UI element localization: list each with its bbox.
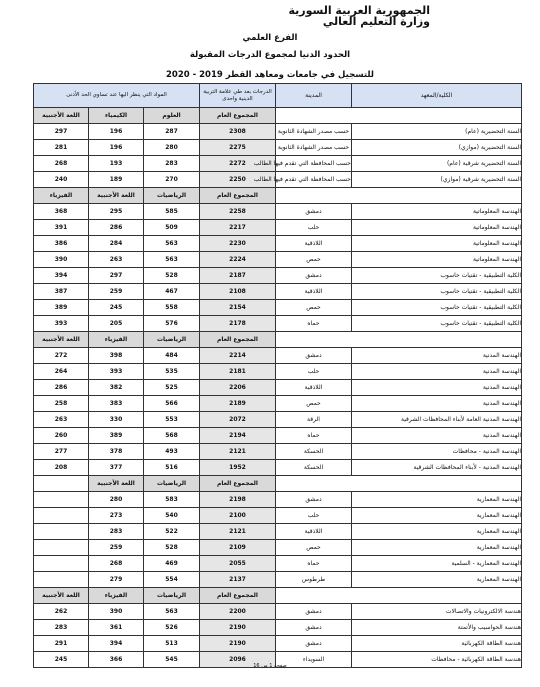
city-name: حسب مصدر الشهادة الثانوية [276,140,352,156]
total-score: 2154 [200,300,276,316]
institute-name: الهندسة المعمارية [352,492,522,508]
city-name: الحسكة [276,460,352,476]
table-row [34,524,522,540]
total-score: 2055 [200,556,276,572]
subheader-cell: العلوم [144,108,200,124]
table-row [34,428,522,444]
table-row [34,124,522,140]
total-score: 2072 [200,412,276,428]
city-name: دمشق [276,348,352,364]
city-name: الرقة [276,412,352,428]
total-score: 2194 [200,428,276,444]
institute-name: الهندسة المدنية العامة لأبناء المحافظات الشرقية [352,412,522,428]
subject-score-2: 205 [89,316,144,332]
institute-name: الهندسة المعلوماتية [352,204,522,220]
subject-score-2: 382 [89,380,144,396]
subheader-cell: اللغة الأجنبية [89,188,144,204]
total-score: 2108 [200,284,276,300]
institute-name: هندسة الحواسيب والأتمتة [352,620,522,636]
document-subtitle: الحدود الدنيا لمجموع الدرجات المقبولة [189,50,351,60]
subject-score-1: 528 [144,540,200,556]
table-row [34,204,522,220]
city-name: حماه [276,556,352,572]
table-row [34,220,522,236]
subject-score-1: 484 [144,348,200,364]
subject-score-1: 270 [144,172,200,188]
city-name: دمشق [276,604,352,620]
subject-score-1: 469 [144,556,200,572]
subject-score-3: 387 [34,284,89,300]
subject-score-1: 576 [144,316,200,332]
subject-score-3: 272 [34,348,89,364]
total-score: 2224 [200,252,276,268]
subject-score-2: 390 [89,604,144,620]
subject-score-2: 398 [89,348,144,364]
institute-name: الكلية التطبيقية - تقنيات حاسوب [352,316,522,332]
subheader-cell: الرياضيات [144,188,200,204]
institute-name: الهندسة المدنية [352,396,522,412]
subject-score-3: 208 [34,460,89,476]
subject-score-3: 297 [34,124,89,140]
city-name: الحسكة [276,444,352,460]
city-name: السويداء [276,652,352,668]
subheader-cell: اللغة الأجنبية [34,108,89,124]
institute-name: هندسة الالكترونيات والاتصالات [352,604,522,620]
total-score: 2272 [200,156,276,172]
city-name: اللاذقية [276,236,352,252]
subheader-cell: اللغة الأجنبية [34,588,89,604]
subject-score-1: 526 [144,620,200,636]
branch-title: الفرع العلمي [242,33,298,43]
subject-score-1: 566 [144,396,200,412]
institute-name: الهندسة المعمارية [352,540,522,556]
subject-score-1: 535 [144,364,200,380]
institute-name: الكلية التطبيقية - تقنيات حاسوب [352,268,522,284]
institute-name: الهندسة المدنية - لأبناء المحافظات الشرقية [352,460,522,476]
subject-score-3 [34,540,89,556]
table-row [34,620,522,636]
city-name: حسب مصدر الشهادة الثانوية [276,124,352,140]
table-row [34,300,522,316]
subject-score-1: 558 [144,300,200,316]
city-name: حلب [276,220,352,236]
total-score: 2190 [200,636,276,652]
table-row [34,604,522,620]
city-name: حمص [276,540,352,556]
institute-name: الهندسة المدنية - محافظات [352,444,522,460]
total-score: 2187 [200,268,276,284]
subject-score-3: 283 [34,620,89,636]
institute-name: الهندسة المعلوماتية [352,252,522,268]
subject-score-3: 393 [34,316,89,332]
subject-score-3: 263 [34,412,89,428]
subject-score-2: 268 [89,556,144,572]
republic-name: الجمهورية العربية السورية [288,4,430,17]
subheader-cell: المجموع العام [200,476,276,492]
subject-score-2: 383 [89,396,144,412]
subject-score-1: 563 [144,252,200,268]
subheader-blank [276,476,522,492]
institute-name: السنة التحضيرية (موازي) [352,140,522,156]
total-score: 2258 [200,204,276,220]
table-row [34,348,522,364]
subject-score-3: 281 [34,140,89,156]
table-row [34,412,522,428]
subject-score-3: 277 [34,444,89,460]
total-score: 2308 [200,124,276,140]
table-row [34,156,522,172]
city-name: اللاذقية [276,284,352,300]
section-subheader-row [34,332,522,348]
table-row [34,284,522,300]
city-name: دمشق [276,636,352,652]
subheader-blank [276,188,522,204]
city-name: حلب [276,364,352,380]
subject-score-1: 528 [144,268,200,284]
subject-score-3 [34,556,89,572]
total-score: 2190 [200,620,276,636]
subject-score-2: 245 [89,300,144,316]
section-subheader-row [34,188,522,204]
subject-score-1: 585 [144,204,200,220]
subject-score-3: 291 [34,636,89,652]
section-subheader-row [34,588,522,604]
column-header-row [34,84,522,108]
city-name: حمص [276,252,352,268]
section-subheader-row [34,476,522,492]
table-row [34,252,522,268]
table-row [34,380,522,396]
institute-name: السنة التحضيرية (عام) [352,124,522,140]
table-row [34,396,522,412]
subject-score-2: 196 [89,124,144,140]
city-name: دمشق [276,204,352,220]
subject-score-2: 295 [89,204,144,220]
subject-score-2: 366 [89,652,144,668]
subject-score-1: 568 [144,428,200,444]
col-total: الدرجات بعد طي علامة التربية الدينية واحدى [200,84,276,108]
subheader-cell: الفيزياء [34,188,89,204]
subject-score-1: 540 [144,508,200,524]
table-row [34,636,522,652]
subheader-cell: المجموع العام [200,188,276,204]
table-row [34,172,522,188]
institute-name: الهندسة المعلوماتية [352,220,522,236]
total-score: 2206 [200,380,276,396]
year-title: للتسجيل في جامعات ومعاهد القطر 2019 - 2020 [166,70,374,80]
subject-score-1: 522 [144,524,200,540]
table-row [34,540,522,556]
table-row [34,364,522,380]
subject-score-1: 563 [144,604,200,620]
subject-score-2: 393 [89,364,144,380]
total-score: 2250 [200,172,276,188]
section-subheader-row [34,108,522,124]
total-score: 2109 [200,540,276,556]
subject-score-1: 280 [144,140,200,156]
city-name: حمص [276,300,352,316]
total-score: 2217 [200,220,276,236]
subject-score-2: 297 [89,268,144,284]
subject-score-3: 258 [34,396,89,412]
total-score: 2096 [200,652,276,668]
subject-score-3 [34,508,89,524]
city-name: دمشق [276,492,352,508]
subheader-cell: المجموع العام [200,332,276,348]
subheader-cell: الرياضيات [144,332,200,348]
subject-score-1: 283 [144,156,200,172]
subject-score-1: 525 [144,380,200,396]
table-row [34,572,522,588]
table-row [34,556,522,572]
subject-score-2: 286 [89,220,144,236]
subheader-cell [34,476,89,492]
table-row [34,236,522,252]
subject-score-3: 368 [34,204,89,220]
total-score: 2121 [200,524,276,540]
city-name: اللاذقية [276,380,352,396]
subject-score-3: 390 [34,252,89,268]
table-row [34,268,522,284]
table-row [34,492,522,508]
subject-score-2: 273 [89,508,144,524]
institute-name: هندسة الطاقة الكهربائية - محافظات [352,652,522,668]
subject-score-2: 389 [89,428,144,444]
subject-score-2: 284 [89,236,144,252]
subject-score-2: 361 [89,620,144,636]
total-score: 1952 [200,460,276,476]
subheader-cell: المجموع العام [200,588,276,604]
subject-score-1: 287 [144,124,200,140]
total-score: 2214 [200,348,276,364]
total-score: 2230 [200,236,276,252]
subject-score-3: 264 [34,364,89,380]
subject-score-3 [34,572,89,588]
institute-name: الهندسة المعمارية - السلمية [352,556,522,572]
table-row [34,444,522,460]
total-score: 2181 [200,364,276,380]
institute-name: الهندسة المدنية [352,364,522,380]
city-name: حمص [276,396,352,412]
city-name: طرطوس [276,572,352,588]
subject-score-1: 493 [144,444,200,460]
city-name: اللاذقية [276,524,352,540]
subject-score-2: 189 [89,172,144,188]
subject-score-2: 283 [89,524,144,540]
city-name: حلب [276,508,352,524]
col-institute: الكلية/المعهد [352,84,522,108]
subject-score-2: 259 [89,284,144,300]
subheader-cell: الفيزياء [89,332,144,348]
total-score: 2100 [200,508,276,524]
city-name: حسب المحافظة التي تقدم فيها الطالب [276,156,352,172]
total-score: 2178 [200,316,276,332]
ministry-name: وزارة التعليم العالي [322,15,430,28]
subject-score-2: 377 [89,460,144,476]
institute-name: الهندسة المعلوماتية [352,236,522,252]
total-score: 2189 [200,396,276,412]
subject-score-1: 563 [144,236,200,252]
col-city: المدينة [276,84,352,108]
city-name: حماه [276,428,352,444]
subject-score-1: 545 [144,652,200,668]
subheader-cell: المجموع العام [200,108,276,124]
subheader-cell: الرياضيات [144,476,200,492]
subheader-cell: الكيمياء [89,108,144,124]
subheader-cell: اللغة الأجنبية [34,332,89,348]
subheader-blank [276,588,522,604]
city-name: حماه [276,316,352,332]
institute-name: الهندسة المدنية [352,380,522,396]
page-footer: صفحة 1 من 16 [253,663,287,669]
subject-score-3: 240 [34,172,89,188]
total-score: 2200 [200,604,276,620]
subject-score-3: 386 [34,236,89,252]
institute-name: الهندسة المعمارية [352,508,522,524]
subject-score-1: 583 [144,492,200,508]
subheader-blank [276,108,522,124]
subject-score-1: 513 [144,636,200,652]
subject-score-2: 280 [89,492,144,508]
subject-score-3 [34,492,89,508]
institute-name: السنة التحضيرية شرقية (عام) [352,156,522,172]
subheader-blank [276,332,522,348]
subject-score-1: 554 [144,572,200,588]
subject-score-1: 467 [144,284,200,300]
subject-score-2: 263 [89,252,144,268]
col-subjects: المواد التي ينظر اليها عند تساوي الحد الأدنى [34,84,200,108]
subject-score-3: 391 [34,220,89,236]
institute-name: الكلية التطبيقية - تقنيات حاسوب [352,300,522,316]
table-row [34,316,522,332]
subject-score-1: 516 [144,460,200,476]
subject-score-3: 260 [34,428,89,444]
subject-score-3: 394 [34,268,89,284]
admission-table [33,83,522,668]
subject-score-1: 553 [144,412,200,428]
subject-score-2: 330 [89,412,144,428]
subheader-cell: اللغة الأجنبية [89,476,144,492]
subject-score-3: 389 [34,300,89,316]
total-score: 2198 [200,492,276,508]
subject-score-2: 196 [89,140,144,156]
subject-score-3 [34,524,89,540]
city-name: دمشق [276,620,352,636]
subject-score-1: 509 [144,220,200,236]
total-score: 2137 [200,572,276,588]
subject-score-3: 268 [34,156,89,172]
subject-score-3: 262 [34,604,89,620]
institute-name: الهندسة المعمارية [352,572,522,588]
table-row [34,140,522,156]
table-row [34,460,522,476]
institute-name: هندسة الطاقة الكهربائية [352,636,522,652]
city-name: حسب المحافظة التي تقدم فيها الطالب [276,172,352,188]
institute-name: الهندسة المدنية [352,428,522,444]
institute-name: الكلية التطبيقية - تقنيات حاسوب [352,284,522,300]
subject-score-2: 394 [89,636,144,652]
subject-score-3: 245 [34,652,89,668]
total-score: 2121 [200,444,276,460]
subheader-cell: الرياضيات [144,588,200,604]
ministry-header [288,5,430,27]
subject-score-3: 286 [34,380,89,396]
subject-score-2: 193 [89,156,144,172]
subject-score-2: 279 [89,572,144,588]
total-score: 2275 [200,140,276,156]
institute-name: الهندسة المعمارية [352,524,522,540]
subject-score-2: 259 [89,540,144,556]
subject-score-2: 378 [89,444,144,460]
institute-name: السنة التحضيرية شرقية (موازي) [352,172,522,188]
table-row [34,508,522,524]
city-name: دمشق [276,268,352,284]
subheader-cell: الفيزياء [89,588,144,604]
institute-name: الهندسة المدنية [352,348,522,364]
